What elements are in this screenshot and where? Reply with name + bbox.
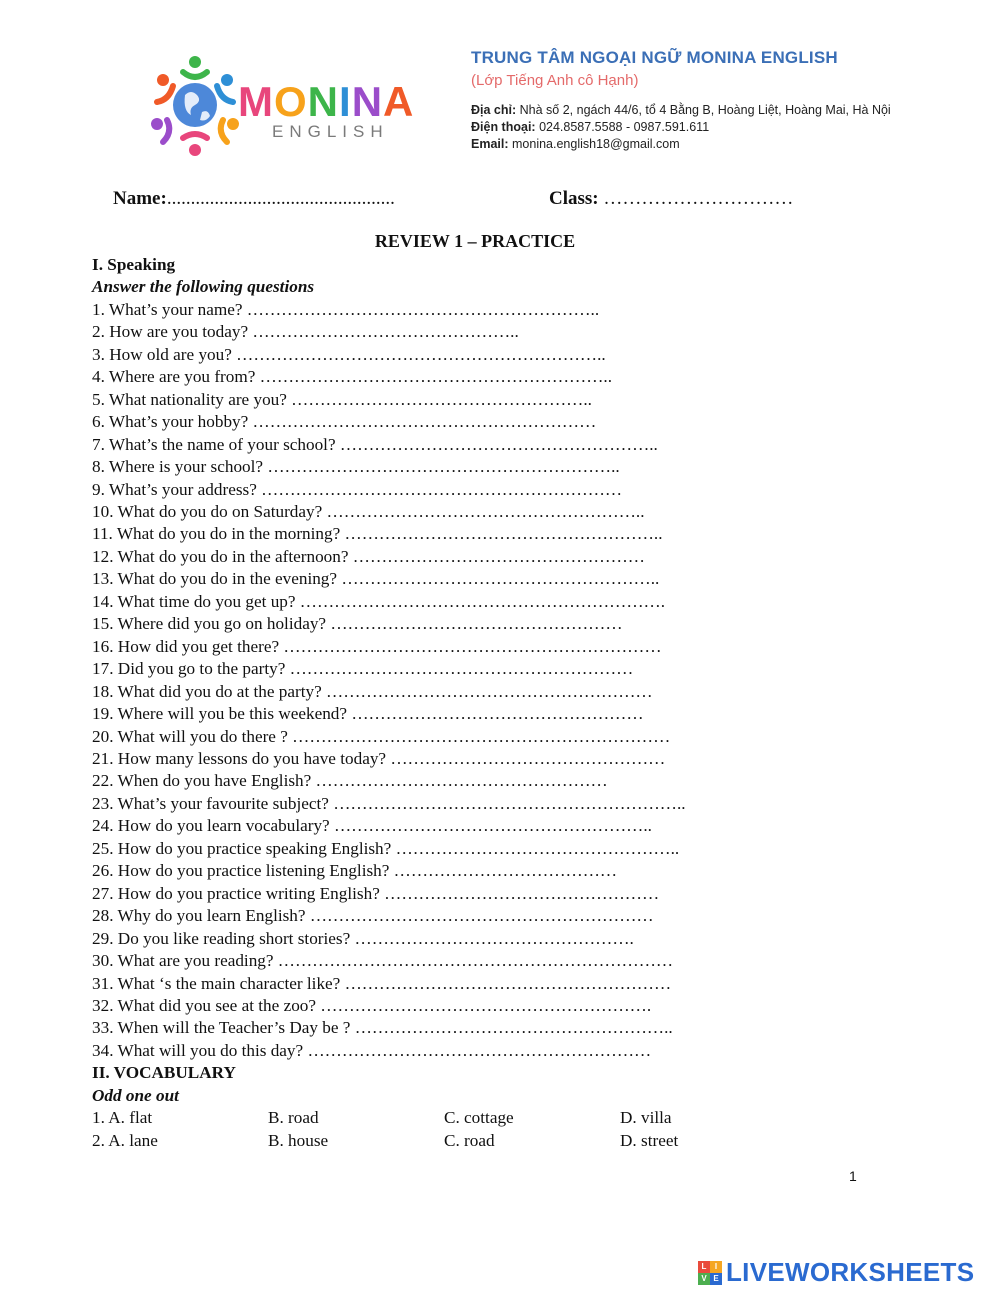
vocab-list — [92, 1107, 892, 1152]
name-field[interactable] — [113, 188, 395, 210]
question-item: 3. How old are you? ……………………………………………………….. — [92, 344, 606, 364]
question-item: 33. When will the Teacher’s Day be ? ……………………………………………….. — [92, 1018, 673, 1038]
name-dots: ................................................ — [166, 188, 395, 209]
question-item: 25. How do you practice speaking English? ………………………………………….. — [92, 838, 680, 858]
logo-tile: E — [710, 1273, 722, 1285]
liveworksheets-watermark — [698, 1257, 974, 1288]
question-item: 13. What do you do in the evening? ……………………………………………….. — [92, 569, 660, 589]
vocab-option: 2. A. lane — [92, 1130, 158, 1150]
vocab-option: C. road — [444, 1130, 495, 1150]
vocab-option: D. villa — [620, 1108, 672, 1128]
vocab-option: D. street — [620, 1130, 679, 1150]
question-item: 27. How do you practice writing English? ………………………………………… — [92, 883, 660, 903]
brand-letter: M — [238, 78, 274, 125]
section-instruction-vocabulary: Odd one out — [92, 1085, 179, 1105]
question-item: 2. How are you today? ……………………………………….. — [92, 322, 519, 342]
brand-letter: O — [274, 78, 308, 125]
vocab-option: B. house — [268, 1130, 329, 1150]
phone-line — [471, 120, 891, 134]
question-item: 24. How do you learn vocabulary? ……………………………………………….. — [92, 816, 652, 836]
address-line — [471, 103, 891, 117]
logo-tile: V — [698, 1273, 710, 1285]
phone-value: 024.8587.5588 - 0987.591.611 — [539, 120, 710, 134]
phone-label: Điện thoại: — [471, 120, 536, 134]
email-value: monina.english18@gmail.com — [512, 137, 680, 151]
worksheet-content — [92, 254, 892, 1152]
page-number: 1 — [849, 1168, 857, 1184]
question-item: 16. How did you get there? ………………………………………………………… — [92, 636, 662, 656]
brand-subtitle: ENGLISH — [272, 122, 389, 141]
email-label: Email: — [471, 137, 509, 151]
question-item: 23. What’s your favourite subject? …………………………………………………….. — [92, 793, 686, 813]
question-item: 12. What do you do in the afternoon? …………………………………………… — [92, 546, 645, 566]
brand-letter: N — [351, 78, 384, 125]
section-instruction-speaking: Answer the following questions — [92, 277, 315, 297]
question-item: 11. What do you do in the morning? ……………………………………………….. — [92, 524, 663, 544]
question-item: 4. Where are you from? …………………………………………………….. — [92, 367, 613, 387]
question-item: 26. How do you practice listening English? ………………………………… — [92, 861, 618, 881]
logo-figures-icon — [145, 50, 245, 160]
logo-tile: L — [698, 1261, 710, 1273]
class-field[interactable] — [549, 188, 793, 210]
question-item: 17. Did you go to the party? …………………………………………………… — [92, 659, 634, 679]
name-label: Name: — [113, 188, 167, 209]
center-subtitle: (Lớp Tiếng Anh cô Hạnh) — [471, 72, 639, 89]
question-item: 1. What’s your name? …………………………………………………….. — [92, 299, 600, 319]
question-item: 15. Where did you go on holiday? …………………………………………… — [92, 614, 623, 634]
brand-name — [238, 78, 414, 126]
question-item: 7. What’s the name of your school? ……………………………………………….. — [92, 434, 658, 454]
address-label: Địa chỉ: — [471, 103, 517, 117]
section-heading-speaking: I. Speaking — [92, 255, 176, 274]
class-label: Class: — [549, 188, 599, 209]
brand-letter: N — [307, 78, 340, 125]
class-dots: ………………………… — [603, 188, 794, 209]
liveworksheets-logo-icon — [698, 1261, 722, 1285]
question-item: 21. How many lessons do you have today? ………………………………………… — [92, 748, 666, 768]
question-item: 34. What will you do this day? …………………………………………………… — [92, 1040, 652, 1060]
vocab-row — [92, 1130, 892, 1152]
logo-tile: I — [710, 1261, 722, 1273]
center-title: TRUNG TÂM NGOẠI NGỮ MONINA ENGLISH — [471, 48, 838, 67]
question-item: 14. What time do you get up? ………………………………………………………. — [92, 591, 666, 611]
question-item: 31. What ‘s the main character like? ………………………………………………… — [92, 973, 672, 993]
section-heading-vocabulary: II. VOCABULARY — [92, 1063, 236, 1083]
question-item: 30. What are you reading? …………………………………………………………… — [92, 951, 674, 971]
page-title: REVIEW 1 – PRACTICE — [374, 231, 576, 251]
question-item: 5. What nationality are you? …………………………………………….. — [92, 389, 592, 409]
question-item: 8. Where is your school? …………………………………………………….. — [92, 457, 620, 477]
question-list — [92, 299, 892, 1062]
vocab-option: 1. A. flat — [92, 1108, 153, 1128]
question-item: 22. When do you have English? …………………………………………… — [92, 771, 608, 791]
brand-letter: I — [339, 78, 352, 125]
question-item: 29. Do you like reading short stories? …………………………………………. — [92, 928, 634, 948]
vocab-option: C. cottage — [444, 1108, 514, 1128]
question-item: 20. What will you do there ? ………………………………………………………… — [92, 726, 671, 746]
question-item: 18. What did you do at the party? ………………………………………………… — [92, 681, 653, 701]
center-info — [471, 48, 891, 151]
email-line — [471, 137, 891, 151]
question-item: 10. What do you do on Saturday? ……………………………………………….. — [92, 501, 645, 521]
question-item: 19. Where will you be this weekend? …………………………………………… — [92, 704, 644, 724]
question-item: 6. What’s your hobby? …………………………………………………… — [92, 412, 597, 432]
vocab-row — [92, 1107, 892, 1129]
question-item: 28. Why do you learn English? …………………………………………………… — [92, 906, 654, 926]
brand-letter: A — [383, 78, 415, 125]
question-item: 9. What’s your address? ……………………………………………………… — [92, 479, 623, 499]
question-item: 32. What did you see at the zoo? …………………………………………………. — [92, 995, 652, 1015]
watermark-text: LIVEWORKSHEETS — [726, 1257, 975, 1287]
address-value: Nhà số 2, ngách 44/6, tổ 4 Bằng B, Hoàng Liệt, Hoàng Mai, Hà Nội — [519, 103, 891, 117]
vocab-option: B. road — [268, 1108, 319, 1128]
